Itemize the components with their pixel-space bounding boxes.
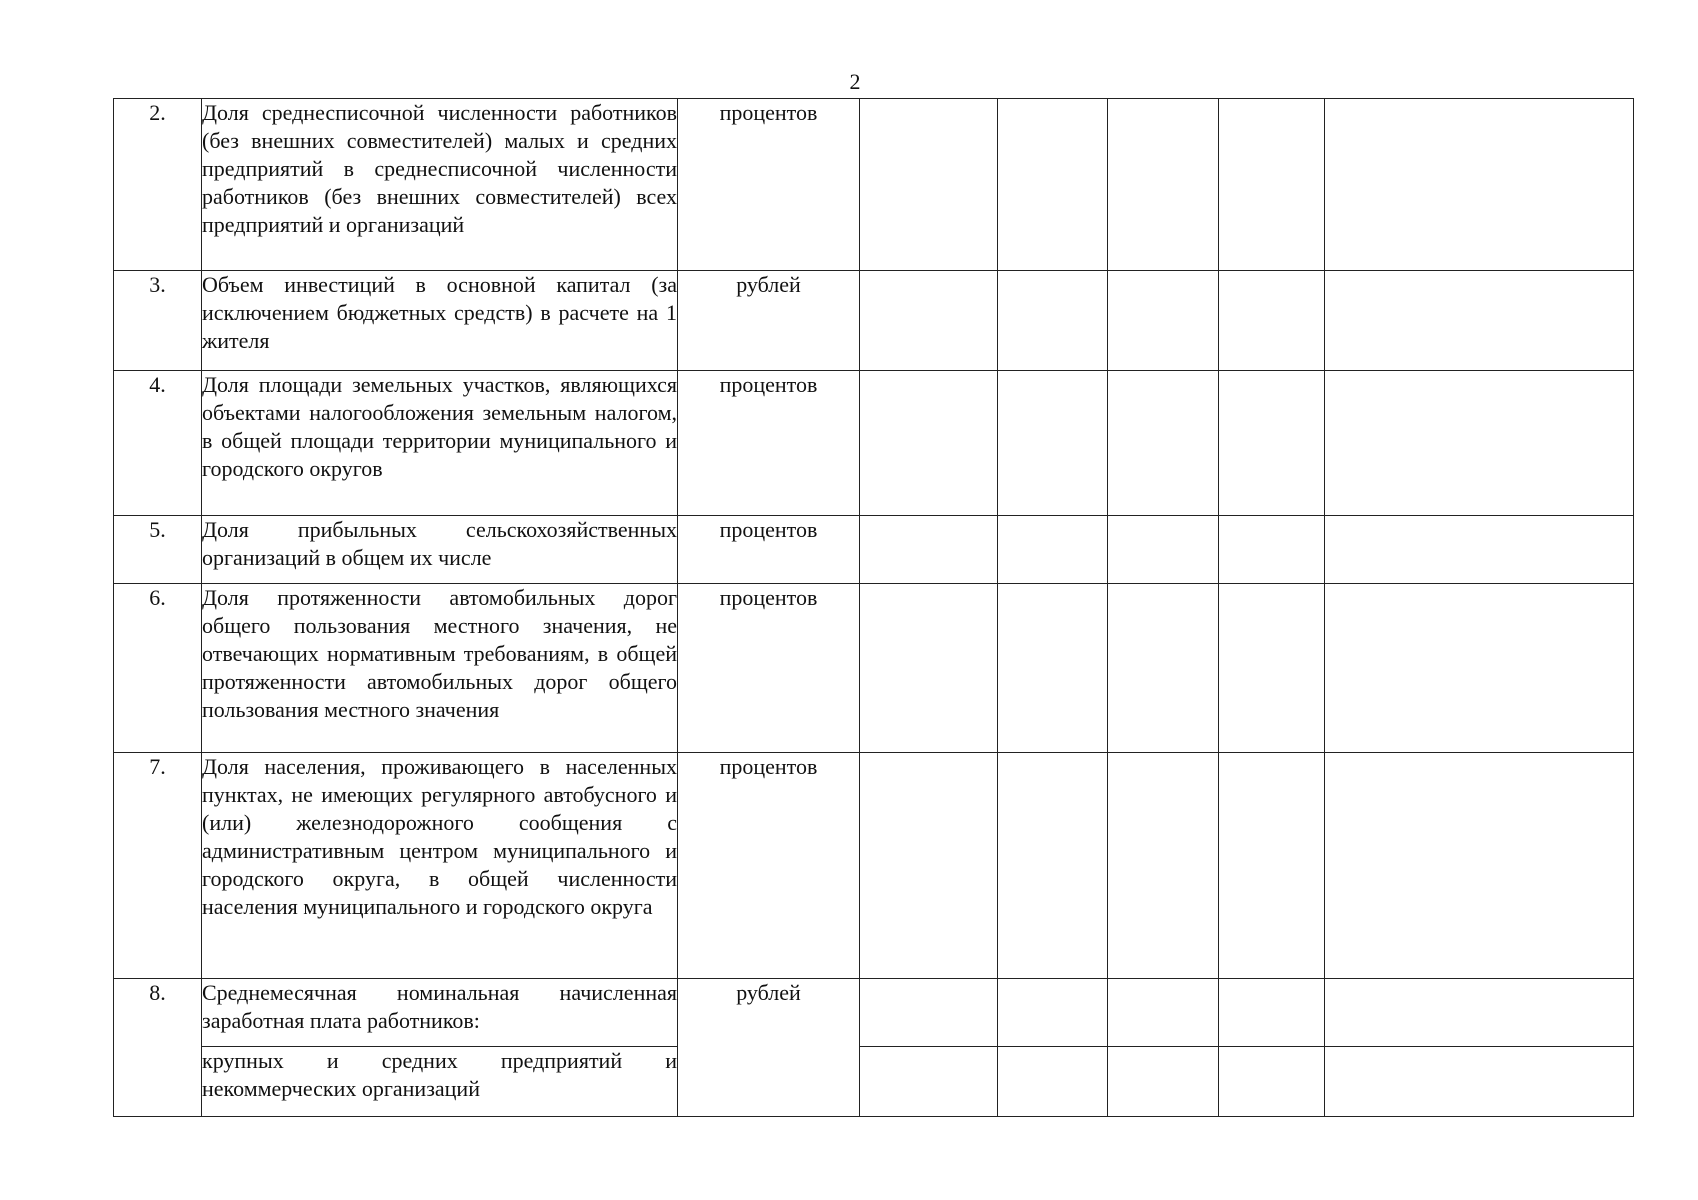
row-number: 5. (114, 516, 202, 584)
indicator-description: Объем инвестиций в основной капитал (за исключением бюджетных средств) в расчете на 1 жителя (202, 271, 678, 371)
page-number: 2 (849, 69, 861, 94)
indicator-description: Доля протяженности автомобильных дорог общего пользования местного значения, не отвечающих нормативным требованиям, в общей протяженности автомобильных дорог общего пользования местного значения (202, 584, 678, 753)
value-cell (1325, 753, 1634, 979)
value-cell (1219, 584, 1325, 753)
value-cell (860, 1047, 998, 1117)
value-cell (998, 516, 1108, 584)
indicator-description: Доля площади земельных участков, являющихся объектами налогообложения земельным налогом, в общей площади территории муниципального и городского округов (202, 371, 678, 516)
value-cell (1219, 271, 1325, 371)
row-number: 6. (114, 584, 202, 753)
value-cell (860, 371, 998, 516)
value-cell (998, 271, 1108, 371)
value-cell (998, 979, 1108, 1047)
value-cell (1219, 1047, 1325, 1117)
value-cell (1325, 1047, 1634, 1117)
value-cell (860, 271, 998, 371)
row-number: 3. (114, 271, 202, 371)
value-cell (1108, 516, 1219, 584)
value-cell (860, 516, 998, 584)
value-cell (998, 99, 1108, 271)
value-cell (1219, 371, 1325, 516)
row-number: 7. (114, 753, 202, 979)
value-cell (1108, 271, 1219, 371)
value-cell (1108, 99, 1219, 271)
indicators-table (113, 98, 1634, 1117)
value-cell (860, 99, 998, 271)
value-cell (1219, 753, 1325, 979)
value-cell (860, 584, 998, 753)
value-cell (998, 584, 1108, 753)
unit-cell: процентов (678, 99, 860, 271)
row-number: 2. (114, 99, 202, 271)
value-cell (1108, 1047, 1219, 1117)
table-row (114, 99, 1634, 271)
unit-cell: рублей (678, 271, 860, 371)
row-number: 4. (114, 371, 202, 516)
table-row (114, 584, 1634, 753)
value-cell (860, 753, 998, 979)
value-cell (998, 371, 1108, 516)
row-number: 8. (114, 979, 202, 1117)
unit-cell: процентов (678, 516, 860, 584)
unit-cell: рублей (678, 979, 860, 1117)
value-cell (1325, 979, 1634, 1047)
table-row (114, 516, 1634, 584)
value-cell (1108, 371, 1219, 516)
value-cell (860, 979, 998, 1047)
table-row (114, 271, 1634, 371)
indicator-description: Доля населения, проживающего в населенных пунктах, не имеющих регулярного автобусного и (или) железнодорожного сообщения с административным центром муниципального и городского округа, в общей численности населения муниципального и городского округа (202, 753, 678, 979)
value-cell (1219, 979, 1325, 1047)
table-row (114, 1047, 1634, 1117)
value-cell (1325, 516, 1634, 584)
value-cell (1108, 584, 1219, 753)
table-row (114, 371, 1634, 516)
value-cell (998, 1047, 1108, 1117)
table-row (114, 753, 1634, 979)
value-cell (1108, 753, 1219, 979)
value-cell (1219, 516, 1325, 584)
unit-cell: процентов (678, 584, 860, 753)
value-cell (998, 753, 1108, 979)
unit-cell: процентов (678, 371, 860, 516)
value-cell (1219, 99, 1325, 271)
indicator-description: Доля среднесписочной численности работников (без внешних совместителей) малых и средних предприятий в среднесписочной численности работников (без внешних совместителей) всех предприятий и организаций (202, 99, 678, 271)
indicator-description: Среднемесячная номинальная начисленная заработная плата работников: (202, 979, 678, 1047)
value-cell (1325, 99, 1634, 271)
table-row (114, 979, 1634, 1047)
value-cell (1325, 371, 1634, 516)
indicator-description: Доля прибыльных сельскохозяйственных организаций в общем их числе (202, 516, 678, 584)
value-cell (1325, 271, 1634, 371)
unit-cell: процентов (678, 753, 860, 979)
indicator-sub-description: крупных и средних предприятий и некоммерческих организаций (202, 1047, 678, 1117)
value-cell (1108, 979, 1219, 1047)
value-cell (1325, 584, 1634, 753)
